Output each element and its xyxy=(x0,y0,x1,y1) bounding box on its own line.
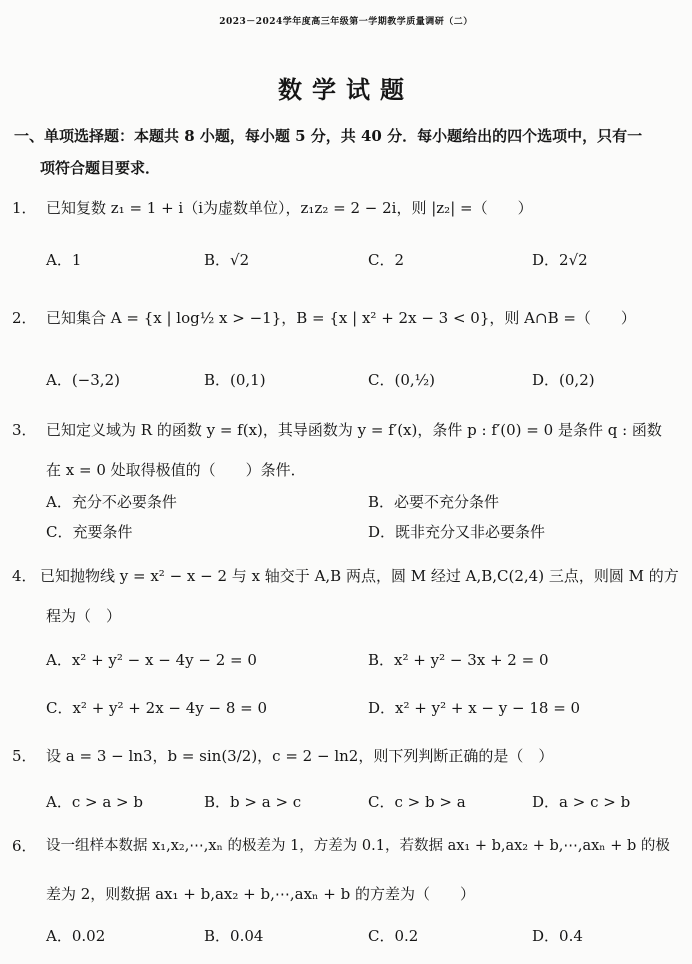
option-b: B．√2 xyxy=(204,251,250,269)
option-a: A．1 xyxy=(46,251,82,269)
question-number: 1． xyxy=(12,199,37,217)
option-a: A．0.02 xyxy=(46,927,106,945)
question-number: 3． xyxy=(12,421,37,439)
option-b: B．x² + y² − 3x + 2 = 0 xyxy=(368,651,549,669)
question-stem-line1: 已知抛物线 y = x² − x − 2 与 x 轴交于 A,B 两点，圆 M 经过 A,B,C(2,4) 三点，则圆 M 的方 xyxy=(40,567,679,585)
question-number: 5． xyxy=(12,747,37,765)
option-d: D．2√2 xyxy=(532,251,588,269)
option-a: A．x² + y² − x − 4y − 2 = 0 xyxy=(46,651,257,669)
option-d: D．(0,2) xyxy=(532,371,595,389)
option-d: D．a > c > b xyxy=(532,793,631,811)
option-c: C．0.2 xyxy=(368,927,419,945)
option-a: A．(−3,2) xyxy=(46,371,120,389)
question-stem-line2: 程为（ ） xyxy=(46,607,122,625)
question-stem: 设 a = 3 − ln3，b = sin(3/2)，c = 2 − ln2，则下列判断正确的是（ ） xyxy=(46,747,554,765)
question-stem-line1: 已知定义域为 R 的函数 y = f(x)，其导函数为 y = f′(x)，条件 p : f′(0) = 0 是条件 q : 函数 xyxy=(46,421,662,439)
question-stem-line2: 差为 2，则数据 ax₁ + b,ax₂ + b,⋯,axₙ + b 的方差为（ ） xyxy=(46,885,475,903)
option-a: A．充分不必要条件 xyxy=(46,493,177,511)
question-number: 4． xyxy=(12,567,37,585)
option-c: C．2 xyxy=(368,251,405,269)
option-c: C．c > b > a xyxy=(368,793,466,811)
question-stem-line2: 在 x = 0 处取得极值的（ ）条件． xyxy=(46,461,306,479)
option-b: B．必要不充分条件 xyxy=(368,493,500,511)
section-heading-line1: 一、单项选择题：本题共 8 小题，每小题 5 分，共 40 分．每小题给出的四个选项中，只有一 xyxy=(14,127,643,145)
question-stem-line1: 设一组样本数据 x₁,x₂,⋯,xₙ 的极差为 1，方差为 0.1，若数据 ax₁ + b,ax₂ + b,⋯,axₙ + b 的极 xyxy=(46,838,670,854)
exam-title: 2023－2024学年度高三年级第一学期教学质量调研（二） xyxy=(219,17,473,27)
option-b: B．0.04 xyxy=(204,927,264,945)
option-c: C．(0,½) xyxy=(368,371,436,389)
question-number: 2． xyxy=(12,309,37,327)
option-b: B．b > a > c xyxy=(204,793,302,811)
option-d: D．0.4 xyxy=(532,927,583,945)
option-c: C．充要条件 xyxy=(46,523,133,541)
option-d: D．x² + y² + x − y − 18 = 0 xyxy=(368,699,581,717)
question-stem: 已知复数 z₁ = 1 + i（i为虚数单位），z₁z₂ = 2 − 2i，则 |z₂| =（ ） xyxy=(46,199,533,217)
section-heading-line2: 项符合题目要求． xyxy=(40,159,161,177)
option-d: D．既非充分又非必要条件 xyxy=(368,523,546,541)
option-a: A．c > a > b xyxy=(46,793,143,811)
subject-title: 数学试题 xyxy=(278,75,414,104)
option-c: C．x² + y² + 2x − 4y − 8 = 0 xyxy=(46,699,268,717)
question-stem: 已知集合 A = {x | log½ x > −1}，B = {x | x² + 2x − 3 < 0}，则 A∩B =（ ） xyxy=(46,309,636,327)
question-number: 6． xyxy=(12,837,37,855)
option-b: B．(0,1) xyxy=(204,371,266,389)
